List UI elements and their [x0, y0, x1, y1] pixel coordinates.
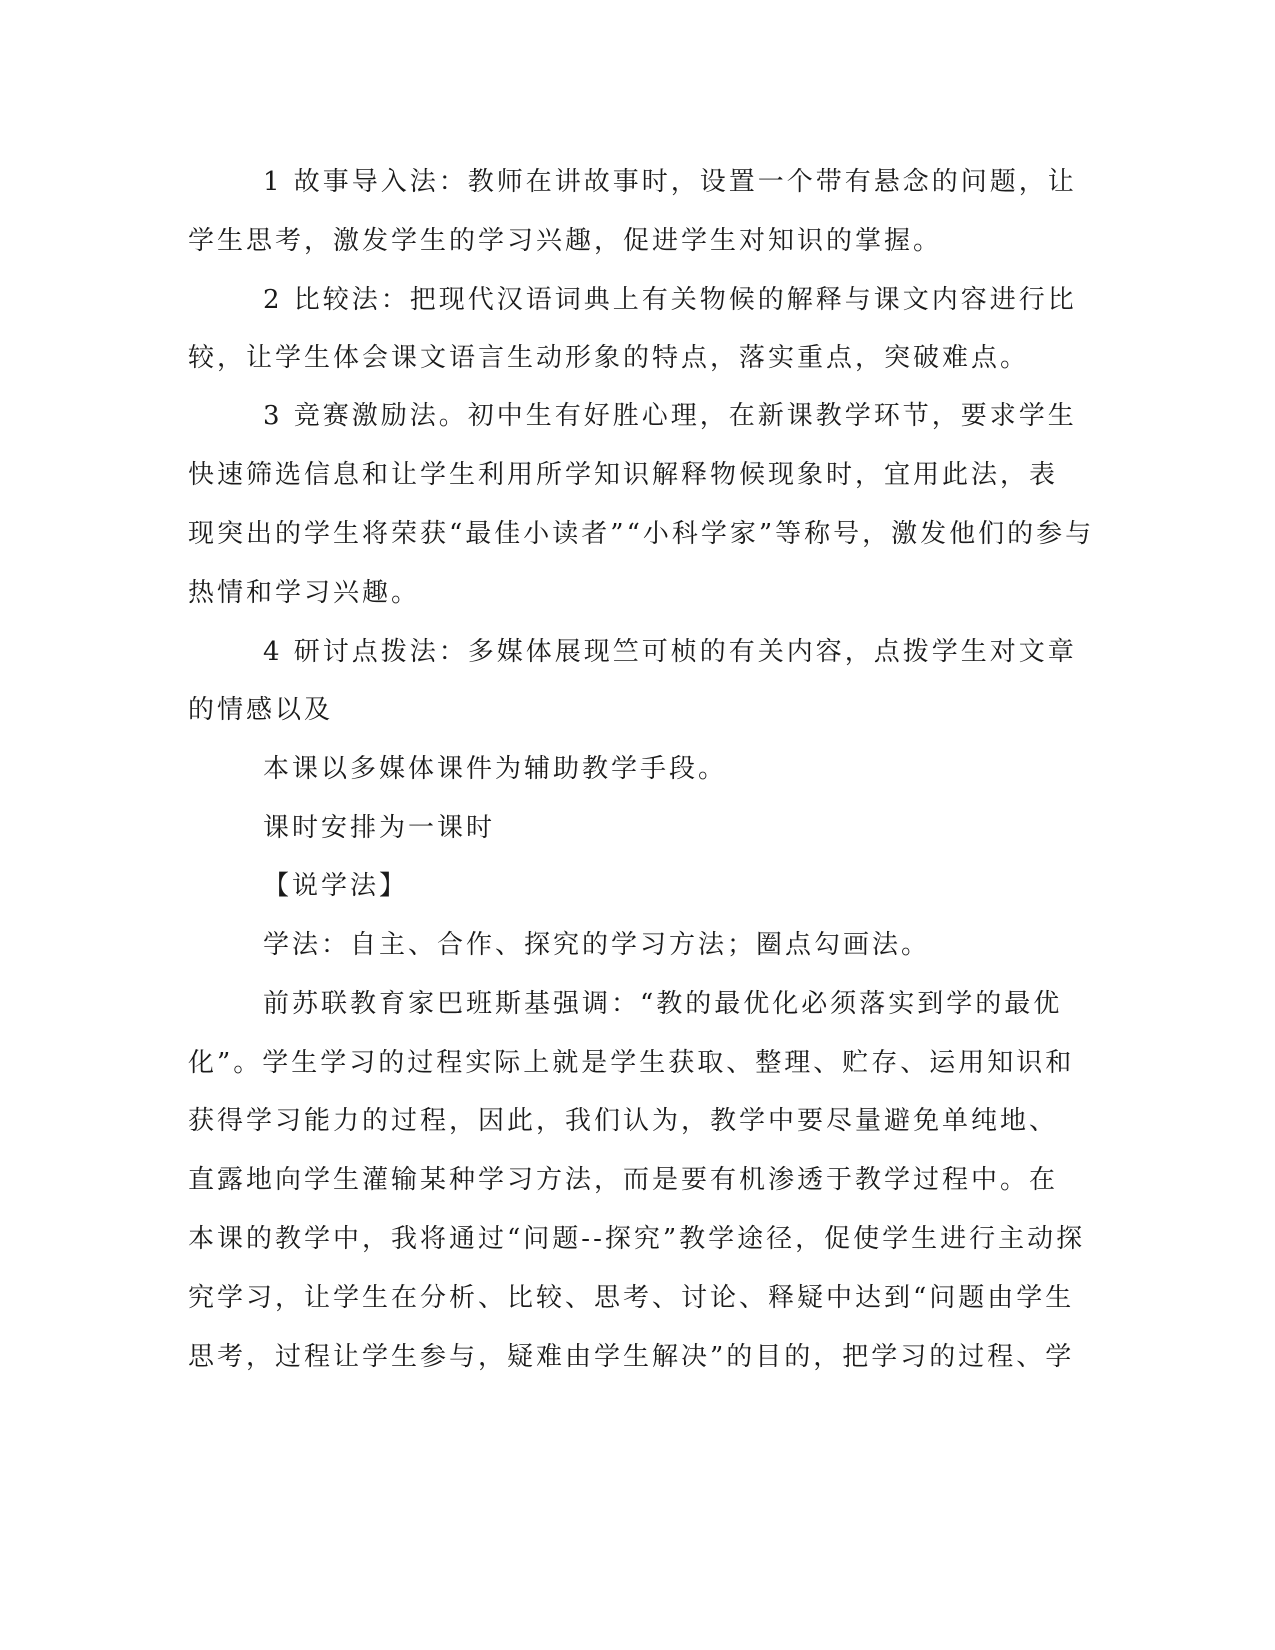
text-line: 较，让学生体会课文语言生动形象的特点，落实重点，突破难点。 — [188, 343, 1030, 373]
text-line: 3 竞赛激励法。初中生有好胜心理，在新课教学环节，要求学生 — [263, 401, 1077, 431]
text-line: 现突出的学生将荣获“最佳小读者”“小科学家”等称号，激发他们的参与 — [188, 519, 1095, 549]
text-line: 思考，过程让学生参与，疑难由学生解决”的目的，把学习的过程、学 — [188, 1342, 1075, 1372]
text-line: 快速筛选信息和让学生利用所学知识解释物候现象时，宜用此法，表 — [188, 460, 1059, 490]
text-line: 课时安排为一课时 — [263, 813, 496, 843]
text-line: 4 研讨点拨法：多媒体展现竺可桢的有关内容，点拨学生对文章 — [263, 637, 1077, 667]
text-line: 2 比较法：把现代汉语词典上有关物候的解释与课文内容进行比 — [263, 285, 1077, 315]
text-line: 获得学习能力的过程，因此，我们认为，教学中要尽量避免单纯地、 — [188, 1106, 1059, 1136]
text-line: 热情和学习兴趣。 — [188, 578, 421, 608]
text-line: 前苏联教育家巴班斯基强调：“教的最优化必须落实到学的最优 — [263, 989, 1063, 1019]
text-line: 本课以多媒体课件为辅助教学手段。 — [263, 754, 728, 784]
text-line: 化”。学生学习的过程实际上就是学生获取、整理、贮存、运用知识和 — [188, 1048, 1075, 1078]
text-line: 本课的教学中，我将通过“问题--探究”教学途径，促使学生进行主动探 — [188, 1224, 1086, 1254]
text-line: 学生思考，激发学生的学习兴趣，促进学生对知识的掌握。 — [188, 226, 943, 256]
text-line: 1 故事导入法：教师在讲故事时，设置一个带有悬念的问题，让 — [263, 167, 1077, 197]
text-line: 直露地向学生灌输某种学习方法，而是要有机渗透于教学过程中。在 — [188, 1165, 1059, 1195]
text-line: 究学习，让学生在分析、比较、思考、讨论、释疑中达到“问题由学生 — [188, 1283, 1075, 1313]
text-line: 学法：自主、合作、探究的学习方法；圈点勾画法。 — [263, 930, 931, 960]
text-line: 的情感以及 — [188, 695, 334, 725]
section-heading: 【说学法】 — [263, 871, 409, 901]
